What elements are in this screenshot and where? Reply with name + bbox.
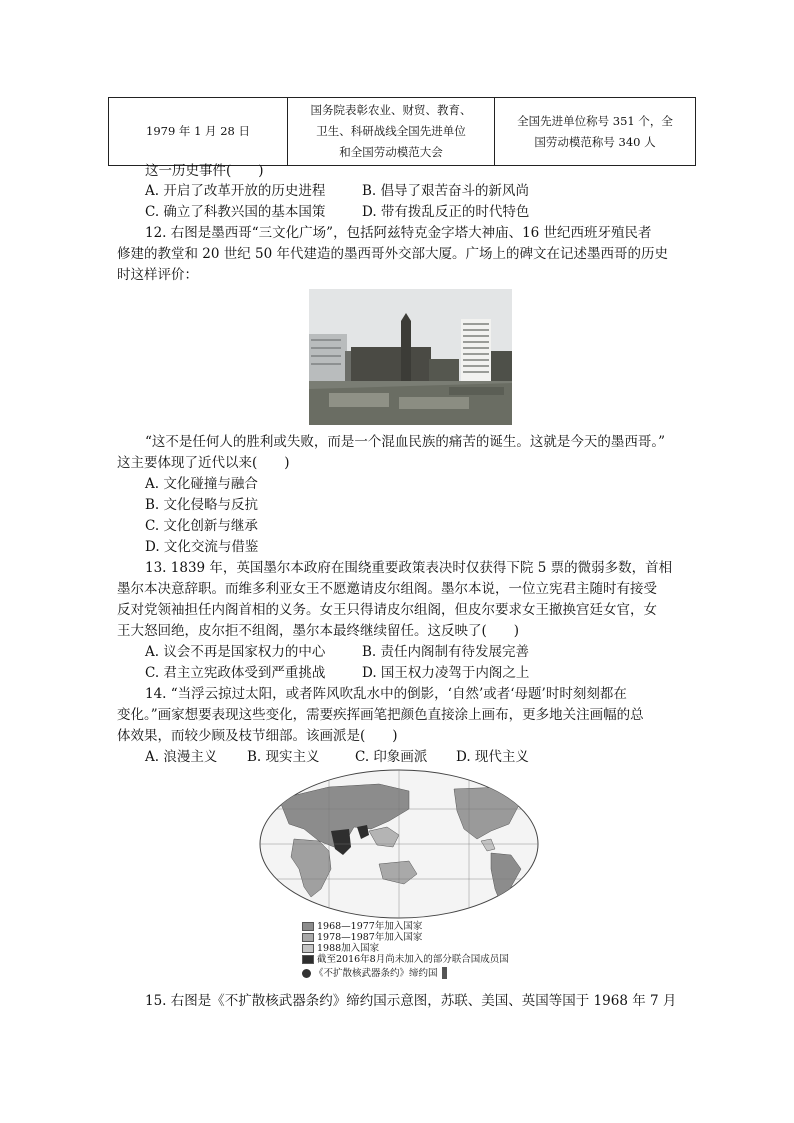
q14-option-c: C. 印象画派 [355, 749, 428, 765]
map-legend [302, 921, 532, 983]
table-cell-result [495, 98, 696, 166]
legend-swatch [302, 944, 314, 953]
q14-option-d: D. 现代主义 [456, 749, 529, 765]
event-line: 国务院表彰农业、财贸、教育、 [310, 103, 472, 117]
npt-world-map [259, 769, 539, 919]
three-cultures-plaza-photo [309, 289, 512, 425]
q14-line: 变化。”画家想要表现这些变化，需要疾挥画笔把颜色直接涂上画布，更多地关注画幅的总 [117, 707, 644, 723]
plaza-photo-graphic [309, 289, 512, 425]
q12-option-c: C. 文化创新与继承 [145, 518, 258, 534]
legend-swatch [302, 933, 314, 942]
q11-stem: 这一历史事件( ) [145, 163, 264, 179]
q14-line: 体效果，而较少顾及枝节细部。该画派是( ) [117, 728, 398, 744]
legend-treaty [302, 967, 532, 979]
q11-option-a: A. 开启了改革开放的历史进程 [145, 183, 326, 199]
event-line: 卫生、科研战线全国先进单位 [316, 124, 466, 138]
q12-quote: 这主要体现了近代以来( ) [117, 455, 290, 471]
event-line: 和全国劳动模范大会 [339, 145, 443, 159]
result-line: 国劳动模范称号 340 人 [534, 134, 656, 149]
q13-line: 墨尔本决意辞职。而维多利亚女王不愿邀请皮尔组阁。墨尔本说，一位立宪君主随时有接受 [117, 581, 657, 597]
q14-option-b: B. 现实主义 [247, 749, 320, 765]
un-emblem-icon [302, 969, 311, 978]
q11-option-d: D. 带有拨乱反正的时代特色 [362, 204, 530, 220]
legend-label: 1978—1987年加入国家 [317, 932, 423, 943]
world-map-graphic [259, 769, 539, 919]
legend-item [302, 954, 532, 965]
q13-line: 13. 1839 年，英国墨尔本政府在围绕重要政策表决时仅获得下院 5 票的微弱多数，首相 [145, 560, 673, 576]
legend-item [302, 943, 532, 954]
legend-treaty-label: 《不扩散核武器条约》缔约国 [314, 967, 438, 979]
q13-option-a: A. 议会不再是国家权力的中心 [145, 644, 326, 660]
legend-item [302, 932, 532, 943]
q13-option-b: B. 责任内阁制有待发展完善 [362, 644, 530, 660]
legend-item [302, 921, 532, 932]
q14-line: 14. “当浮云掠过太阳，或者阵风吹乱水中的倒影，‘自然’或者‘母题’时时刻刻都在 [145, 686, 627, 702]
q12-line: 时这样评价： [117, 267, 198, 283]
legend-swatch [302, 955, 314, 964]
legend-label: 截至2016年8月尚未加入的部分联合国成员国 [317, 954, 509, 965]
q12-quote: “这不是任何人的胜利或失败，而是一个混血民族的痛苦的诞生。这就是今天的墨西哥。” [145, 434, 666, 450]
q13-option-c: C. 君主立宪政体受到严重挑战 [145, 665, 326, 681]
awards-table [108, 97, 696, 166]
q12-option-a: A. 文化碰撞与融合 [145, 476, 258, 492]
q14-option-a: A. 浪漫主义 [145, 749, 218, 765]
legend-marker-icon [442, 967, 447, 979]
legend-label: 1968—1977年加入国家 [317, 921, 423, 932]
table-row [109, 98, 696, 166]
q13-option-d: D. 国王权力凌驾于内阁之上 [362, 665, 530, 681]
result-line: 全国先进单位称号 351 个，全 [517, 113, 673, 128]
q12-option-d: D. 文化交流与借鉴 [145, 539, 259, 555]
legend-swatch [302, 922, 314, 931]
table-cell-event [288, 98, 495, 166]
q11-option-b: B. 倡导了艰苦奋斗的新风尚 [362, 183, 530, 199]
q12-line: 12. 右图是墨西哥“三文化广场”，包括阿兹特克金字塔大神庙、16 世纪西班牙殖民者 [145, 225, 652, 241]
q13-line: 反对党领袖担任内阁首相的义务。女王只得请皮尔组阁，但皮尔要求女王撤换宫廷女官，女 [117, 602, 657, 618]
legend-label: 1988加入国家 [317, 943, 380, 954]
q11-option-c: C. 确立了科教兴国的基本国策 [145, 204, 326, 220]
q12-option-b: B. 文化侵略与反抗 [145, 497, 259, 513]
table-cell-date: 1979 年 1 月 28 日 [109, 98, 288, 166]
q13-line: 王大怒回绝，皮尔拒不组阁，墨尔本最终继续留任。这反映了( ) [117, 623, 520, 639]
q15-line: 15. 右图是《不扩散核武器条约》缔约国示意图，苏联、美国、英国等国于 1968 年 7 月 [145, 993, 677, 1009]
q12-line: 修建的教堂和 20 世纪 50 年代建造的墨西哥外交部大厦。广场上的碑文在记述墨西哥的历史 [117, 246, 669, 262]
